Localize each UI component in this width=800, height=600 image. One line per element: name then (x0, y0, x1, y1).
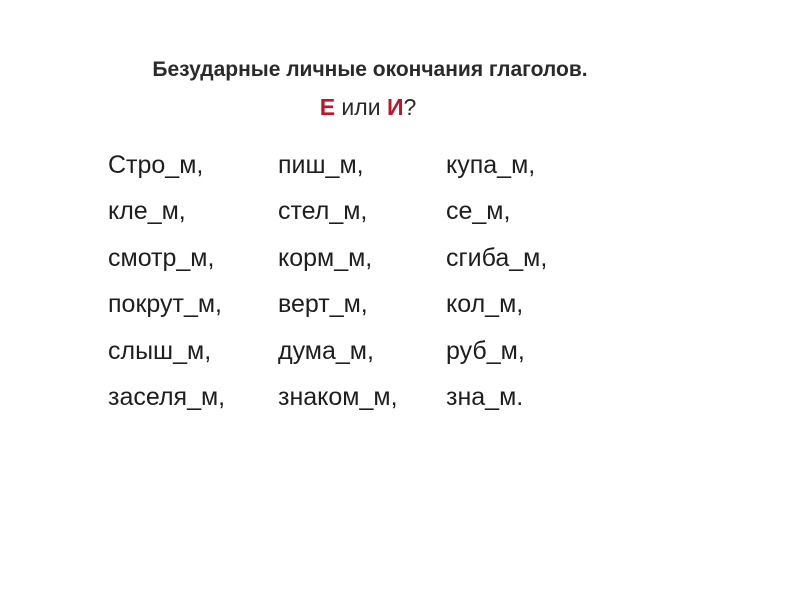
word-cell: купа_м, (446, 150, 536, 179)
word-cell: заселя_м, (108, 383, 226, 412)
word-cell: дума_м, (278, 336, 374, 365)
word-grid (108, 142, 596, 421)
word-row (108, 328, 596, 375)
word-cell: се_м, (446, 197, 511, 226)
word-cell: пиш_м, (278, 150, 364, 179)
word-row (108, 189, 596, 236)
word-cell: корм_м, (278, 243, 373, 272)
word-row (108, 142, 596, 189)
word-cell: кле_м, (108, 197, 186, 226)
word-cell: Стро_м, (108, 150, 204, 179)
letter-e: Е (319, 94, 336, 120)
word-row (108, 375, 596, 422)
page-title: Безударные личные окончания глаголов. (152, 58, 588, 81)
word-row (108, 282, 596, 329)
word-cell: сгиба_м, (446, 243, 548, 272)
word-cell: покрут_м, (108, 290, 222, 319)
word-cell: стел_м, (278, 197, 368, 226)
word-cell: зна_м. (446, 383, 524, 412)
word-cell: верт_м, (278, 290, 368, 319)
page-subtitle (0, 94, 736, 121)
word-cell: смотр_м, (108, 243, 215, 272)
letter-i: И (386, 94, 404, 120)
word-row (108, 235, 596, 282)
word-cell: знаком_м, (278, 383, 398, 412)
word-cell: слыш_м, (108, 336, 212, 365)
word-cell: кол_м, (446, 290, 524, 319)
subtitle-or: или (335, 94, 387, 120)
subtitle-question-mark: ? (403, 94, 417, 120)
word-cell: руб_м, (446, 336, 525, 365)
